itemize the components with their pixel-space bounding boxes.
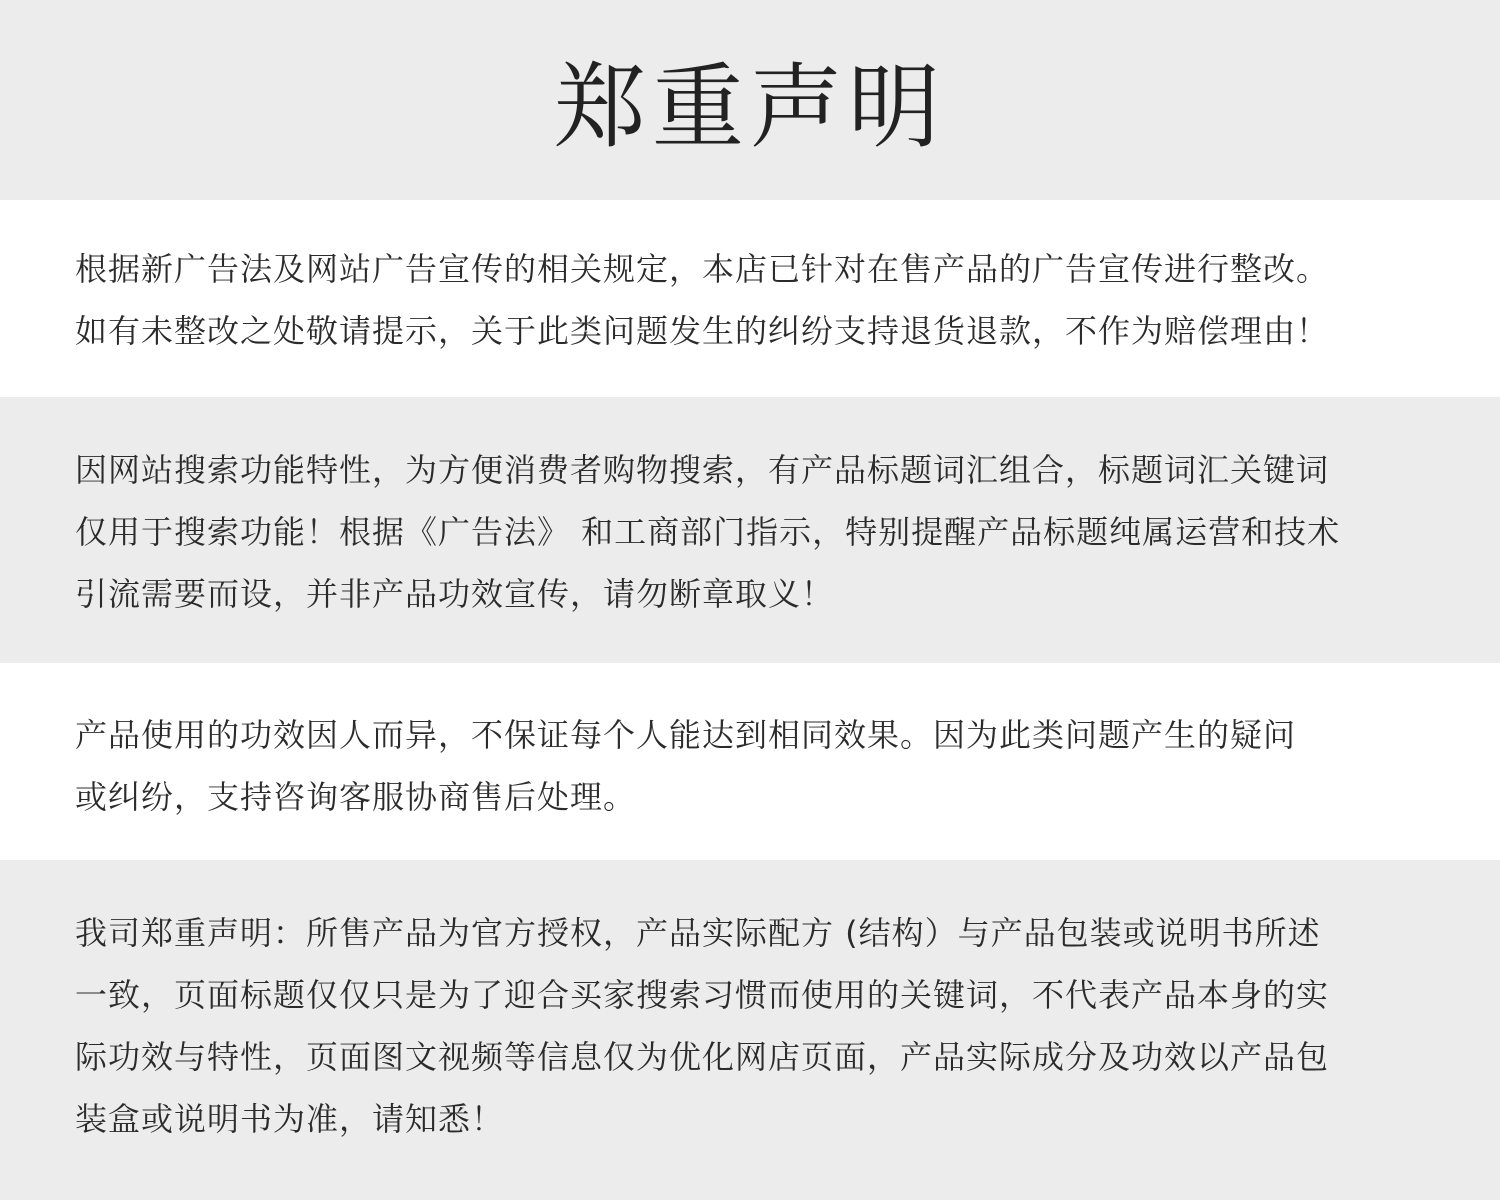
- section-search-keywords: [0, 397, 1500, 663]
- paragraph-line: 产品使用的功效因人而异，不保证每个人能达到相同效果。因为此类问题产生的疑问: [75, 716, 1297, 754]
- section-paragraph: [75, 439, 1455, 625]
- section-official-statement: [0, 860, 1500, 1200]
- paragraph-line: 或纠纷，支持咨询客服协商售后处理。: [75, 778, 637, 816]
- section-paragraph: [75, 704, 1455, 828]
- paragraph-line: 如有未整改之处敬请提示，关于此类问题发生的纠纷支持退货退款，不作为赔偿理由！: [75, 312, 1330, 350]
- paragraph-line: 我司郑重声明：所售产品为官方授权，产品实际配方 (结构）与产品包装或说明书所述: [75, 914, 1321, 952]
- section-paragraph: [75, 238, 1455, 362]
- title-band: [0, 0, 1500, 200]
- paragraph-line: 因网站搜索功能特性，为方便消费者购物搜索，有产品标题词汇组合，标题词汇关键词: [75, 451, 1330, 489]
- section-advertising-law: [0, 200, 1500, 397]
- paragraph-line: 仅用于搜索功能！根据《广告法》 和工商部门指示，特别提醒产品标题纯属运营和技术: [75, 513, 1341, 551]
- paragraph-line: 一致，页面标题仅仅只是为了迎合买家搜索习惯而使用的关键词，不代表产品本身的实: [75, 976, 1330, 1014]
- page-title: 郑重声明: [553, 54, 946, 161]
- section-paragraph: [75, 902, 1455, 1150]
- paragraph-line: 装盒或说明书为准，请知悉！: [75, 1100, 505, 1138]
- paragraph-line: 际功效与特性，页面图文视频等信息仅为优化网店页面，产品实际成分及功效以产品包: [75, 1038, 1330, 1076]
- paragraph-line: 引流需要而设，并非产品功效宣传，请勿断章取义！: [75, 575, 835, 613]
- section-effect-varies: [0, 663, 1500, 860]
- paragraph-line: 根据新广告法及网站广告宣传的相关规定，本店已针对在售产品的广告宣传进行整改。: [75, 250, 1330, 288]
